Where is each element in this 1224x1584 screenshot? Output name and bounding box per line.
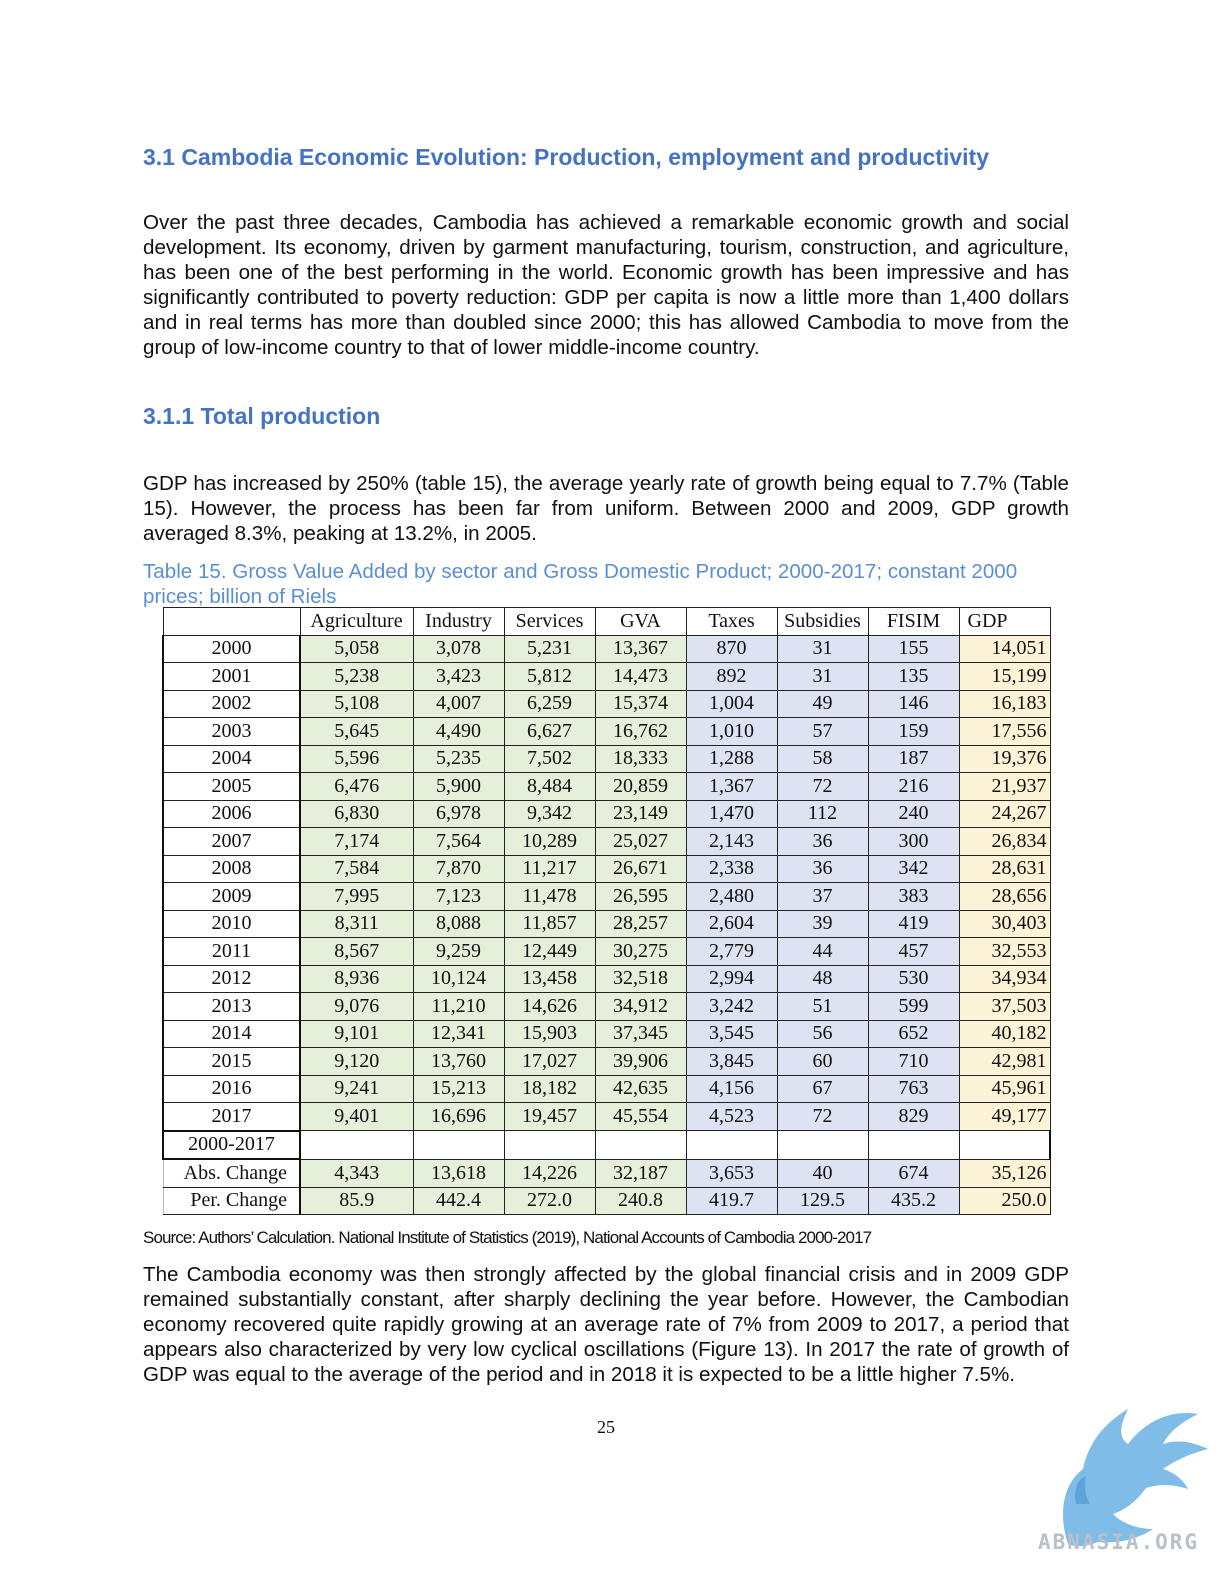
cell-services: 14,626 [504, 993, 595, 1021]
cell-gva: 13,367 [595, 635, 686, 663]
cell-agriculture: 85.9 [300, 1187, 413, 1215]
cell-gdp: 17,556 [959, 718, 1050, 746]
cell-industry: 13,760 [413, 1048, 504, 1076]
cell-subsidies: 51 [777, 993, 868, 1021]
cell-agriculture: 9,401 [300, 1103, 413, 1131]
cell-gdp: 26,834 [959, 828, 1050, 856]
header-blank [163, 608, 300, 636]
cell-gva: 16,762 [595, 718, 686, 746]
cell-fisim: 674 [868, 1159, 959, 1187]
table-caption: Table 15. Gross Value Added by sector and Gross Domestic Product; 2000-2017; constant 2000 prices; billion of Riels [143, 560, 1018, 608]
cell-subsidies: 112 [777, 800, 868, 828]
cell-taxes: 1,367 [686, 773, 777, 801]
cell-services: 15,903 [504, 1020, 595, 1048]
cell-agriculture: 5,645 [300, 718, 413, 746]
table-row [163, 800, 1050, 828]
cell-industry: 3,078 [413, 635, 504, 663]
cell-industry: 16,696 [413, 1103, 504, 1131]
table-row [163, 910, 1050, 938]
cell-gdp: 16,183 [959, 690, 1050, 718]
cell-gva: 26,595 [595, 883, 686, 911]
empty-cell [686, 1131, 777, 1160]
watermark-text: ABNASIA.ORG [1038, 1530, 1200, 1554]
cell-industry: 7,123 [413, 883, 504, 911]
cell-fisim: 135 [868, 663, 959, 691]
cell-services: 8,484 [504, 773, 595, 801]
cell-year: 2011 [163, 938, 300, 966]
table-row [163, 883, 1050, 911]
cell-year: 2005 [163, 773, 300, 801]
table-row [163, 965, 1050, 993]
cell-subsidies: 56 [777, 1020, 868, 1048]
cell-fisim: 435.2 [868, 1187, 959, 1215]
cell-services: 9,342 [504, 800, 595, 828]
header-gva: GVA [595, 608, 686, 636]
empty-cell [413, 1131, 504, 1160]
cell-taxes: 2,994 [686, 965, 777, 993]
cell-subsidies: 60 [777, 1048, 868, 1076]
header-gdp: GDP [959, 608, 1050, 636]
table-row [163, 663, 1050, 691]
cell-subsidies: 48 [777, 965, 868, 993]
cell-services: 18,182 [504, 1075, 595, 1103]
cell-industry: 7,870 [413, 855, 504, 883]
cell-subsidies: 49 [777, 690, 868, 718]
cell-taxes: 3,845 [686, 1048, 777, 1076]
cell-subsidies: 58 [777, 745, 868, 773]
cell-taxes: 4,156 [686, 1075, 777, 1103]
table-row [163, 1075, 1050, 1103]
cell-gva: 32,187 [595, 1159, 686, 1187]
cell-year: 2013 [163, 993, 300, 1021]
header-taxes: Taxes [686, 608, 777, 636]
cell-services: 5,812 [504, 663, 595, 691]
cell-fisim: 216 [868, 773, 959, 801]
cell-industry: 5,235 [413, 745, 504, 773]
cell-taxes: 870 [686, 635, 777, 663]
cell-subsidies: 37 [777, 883, 868, 911]
cell-taxes: 2,143 [686, 828, 777, 856]
cell-gva: 37,345 [595, 1020, 686, 1048]
empty-cell [959, 1131, 1050, 1160]
header-industry: Industry [413, 608, 504, 636]
header-services: Services [504, 608, 595, 636]
cell-fisim: 383 [868, 883, 959, 911]
cell-taxes: 2,779 [686, 938, 777, 966]
empty-cell [777, 1131, 868, 1160]
header-subsidies: Subsidies [777, 608, 868, 636]
cell-services: 6,259 [504, 690, 595, 718]
empty-cell [595, 1131, 686, 1160]
cell-agriculture: 9,120 [300, 1048, 413, 1076]
cell-services: 14,226 [504, 1159, 595, 1187]
table-row [163, 773, 1050, 801]
cell-industry: 10,124 [413, 965, 504, 993]
cell-year: 2002 [163, 690, 300, 718]
cell-year: 2001 [163, 663, 300, 691]
cell-year: 2016 [163, 1075, 300, 1103]
cell-fisim: 159 [868, 718, 959, 746]
change-label: Per. Change [163, 1187, 300, 1215]
cell-services: 11,217 [504, 855, 595, 883]
cell-services: 19,457 [504, 1103, 595, 1131]
cell-industry: 11,210 [413, 993, 504, 1021]
cell-year: 2015 [163, 1048, 300, 1076]
cell-year: 2003 [163, 718, 300, 746]
cell-year: 2012 [163, 965, 300, 993]
cell-gva: 20,859 [595, 773, 686, 801]
cell-fisim: 300 [868, 828, 959, 856]
table-header-row [163, 608, 1050, 636]
cell-fisim: 419 [868, 910, 959, 938]
cell-year: 2017 [163, 1103, 300, 1131]
cell-agriculture: 6,476 [300, 773, 413, 801]
cell-industry: 8,088 [413, 910, 504, 938]
cell-services: 11,478 [504, 883, 595, 911]
cell-gdp: 19,376 [959, 745, 1050, 773]
cell-fisim: 763 [868, 1075, 959, 1103]
header-fisim: FISIM [868, 608, 959, 636]
cell-gdp: 45,961 [959, 1075, 1050, 1103]
table-row [163, 745, 1050, 773]
cell-gdp: 28,656 [959, 883, 1050, 911]
cell-fisim: 146 [868, 690, 959, 718]
cell-year: 2004 [163, 745, 300, 773]
cell-industry: 13,618 [413, 1159, 504, 1187]
period-row [163, 1131, 1050, 1160]
abs-change-row [163, 1159, 1050, 1187]
cell-subsidies: 40 [777, 1159, 868, 1187]
table-row [163, 993, 1050, 1021]
cell-taxes: 419.7 [686, 1187, 777, 1215]
cell-industry: 4,490 [413, 718, 504, 746]
cell-agriculture: 6,830 [300, 800, 413, 828]
cell-fisim: 240 [868, 800, 959, 828]
cell-year: 2014 [163, 1020, 300, 1048]
cell-agriculture: 9,241 [300, 1075, 413, 1103]
cell-taxes: 1,004 [686, 690, 777, 718]
cell-services: 11,857 [504, 910, 595, 938]
table-row [163, 635, 1050, 663]
production-paragraph: GDP has increased by 250% (table 15), the average yearly rate of growth being equal to 7.7% (Table 15). However, the process has been far from uniform. Between 2000 and 2009, GDP growth averaged 8.3%, peaking at 13.2%, in 2005. [143, 472, 1069, 545]
cell-industry: 442.4 [413, 1187, 504, 1215]
cell-gva: 26,671 [595, 855, 686, 883]
cell-gdp: 42,981 [959, 1048, 1050, 1076]
cell-taxes: 2,338 [686, 855, 777, 883]
cell-year: 2009 [163, 883, 300, 911]
cell-gdp: 28,631 [959, 855, 1050, 883]
cell-gva: 34,912 [595, 993, 686, 1021]
cell-year: 2010 [163, 910, 300, 938]
cell-agriculture: 8,936 [300, 965, 413, 993]
cell-agriculture: 7,584 [300, 855, 413, 883]
cell-gdp: 14,051 [959, 635, 1050, 663]
cell-taxes: 2,604 [686, 910, 777, 938]
cell-agriculture: 7,995 [300, 883, 413, 911]
cell-taxes: 2,480 [686, 883, 777, 911]
header-agriculture: Agriculture [300, 608, 413, 636]
per-change-row [163, 1187, 1050, 1215]
cell-subsidies: 72 [777, 773, 868, 801]
cell-gdp: 40,182 [959, 1020, 1050, 1048]
cell-agriculture: 4,343 [300, 1159, 413, 1187]
cell-fisim: 530 [868, 965, 959, 993]
cell-industry: 4,007 [413, 690, 504, 718]
cell-services: 17,027 [504, 1048, 595, 1076]
cell-agriculture: 9,101 [300, 1020, 413, 1048]
cell-gdp: 32,553 [959, 938, 1050, 966]
cell-taxes: 4,523 [686, 1103, 777, 1131]
empty-cell [300, 1131, 413, 1160]
period-label: 2000-2017 [163, 1131, 300, 1160]
crisis-paragraph: The Cambodia economy was then strongly affected by the global financial crisis and in 2009 GDP remained substantially constant, after sharply declining the year before. However, the Cambodian economy recovered quite rapidly growing at an average rate of 7% from 2009 to 2017, a period that appears also characterized by very low cyclical oscillations (Figure 13). In 2017 the rate of growth of GDP was equal to the average of the period and in 2018 it is expected to be a little higher 7.5%. [143, 1263, 1069, 1386]
cell-services: 12,449 [504, 938, 595, 966]
cell-subsidies: 39 [777, 910, 868, 938]
table-row [163, 1020, 1050, 1048]
cell-gva: 14,473 [595, 663, 686, 691]
empty-cell [504, 1131, 595, 1160]
cell-taxes: 1,288 [686, 745, 777, 773]
cell-gdp: 24,267 [959, 800, 1050, 828]
cell-agriculture: 8,311 [300, 910, 413, 938]
cell-fisim: 457 [868, 938, 959, 966]
cell-gdp: 37,503 [959, 993, 1050, 1021]
cell-agriculture: 5,108 [300, 690, 413, 718]
cell-gdp: 15,199 [959, 663, 1050, 691]
cell-fisim: 652 [868, 1020, 959, 1048]
cell-gdp: 34,934 [959, 965, 1050, 993]
cell-fisim: 829 [868, 1103, 959, 1131]
cell-gva: 45,554 [595, 1103, 686, 1131]
table-row [163, 855, 1050, 883]
cell-subsidies: 36 [777, 855, 868, 883]
cell-gva: 15,374 [595, 690, 686, 718]
cell-year: 2008 [163, 855, 300, 883]
cell-taxes: 892 [686, 663, 777, 691]
table-row [163, 690, 1050, 718]
cell-subsidies: 31 [777, 663, 868, 691]
cell-services: 10,289 [504, 828, 595, 856]
cell-year: 2006 [163, 800, 300, 828]
cell-gva: 28,257 [595, 910, 686, 938]
cell-agriculture: 8,567 [300, 938, 413, 966]
cell-gva: 39,906 [595, 1048, 686, 1076]
cell-gva: 30,275 [595, 938, 686, 966]
cell-gva: 18,333 [595, 745, 686, 773]
cell-gdp: 35,126 [959, 1159, 1050, 1187]
cell-fisim: 599 [868, 993, 959, 1021]
cell-agriculture: 5,058 [300, 635, 413, 663]
cell-fisim: 342 [868, 855, 959, 883]
cell-gdp: 21,937 [959, 773, 1050, 801]
cell-industry: 5,900 [413, 773, 504, 801]
cell-industry: 6,978 [413, 800, 504, 828]
cell-gva: 240.8 [595, 1187, 686, 1215]
table-row [163, 718, 1050, 746]
table-source: Source: Authors’ Calculation. National Institute of Statistics (2019), National Accounts of Cambodia 2000-2017 [143, 1228, 872, 1247]
cell-subsidies: 44 [777, 938, 868, 966]
table-row [163, 938, 1050, 966]
cell-agriculture: 9,076 [300, 993, 413, 1021]
cell-fisim: 155 [868, 635, 959, 663]
cell-agriculture: 5,596 [300, 745, 413, 773]
cell-taxes: 1,470 [686, 800, 777, 828]
cell-gva: 42,635 [595, 1075, 686, 1103]
cell-services: 272.0 [504, 1187, 595, 1215]
cell-subsidies: 67 [777, 1075, 868, 1103]
cell-fisim: 187 [868, 745, 959, 773]
table-row [163, 1103, 1050, 1131]
cell-fisim: 710 [868, 1048, 959, 1076]
cell-year: 2007 [163, 828, 300, 856]
cell-subsidies: 36 [777, 828, 868, 856]
cell-industry: 15,213 [413, 1075, 504, 1103]
cell-services: 6,627 [504, 718, 595, 746]
section-heading: 3.1 Cambodia Economic Evolution: Production, employment and productivity [143, 144, 989, 170]
intro-paragraph: Over the past three decades, Cambodia has achieved a remarkable economic growth and social development. Its economy, driven by garment manufacturing, tourism, construction, and agriculture, has been one of the best performing in the world. Economic growth has been impressive and has significantly contributed to poverty reduction: GDP per capita is now a little more than 1,400 dollars and in real terms has more than doubled since 2000; this has allowed Cambodia to move from the group of low-income country to that of lower middle-income country. [143, 211, 1069, 359]
cell-gva: 25,027 [595, 828, 686, 856]
subsection-heading: 3.1.1 Total production [143, 403, 381, 429]
cell-industry: 7,564 [413, 828, 504, 856]
gva-table [162, 607, 1051, 1215]
empty-cell [868, 1131, 959, 1160]
cell-industry: 12,341 [413, 1020, 504, 1048]
cell-taxes: 3,545 [686, 1020, 777, 1048]
cell-services: 5,231 [504, 635, 595, 663]
cell-services: 7,502 [504, 745, 595, 773]
cell-subsidies: 31 [777, 635, 868, 663]
cell-year: 2000 [163, 635, 300, 663]
cell-gdp: 30,403 [959, 910, 1050, 938]
cell-taxes: 1,010 [686, 718, 777, 746]
cell-gdp: 49,177 [959, 1103, 1050, 1131]
table-row [163, 1048, 1050, 1076]
cell-taxes: 3,242 [686, 993, 777, 1021]
cell-industry: 9,259 [413, 938, 504, 966]
cell-subsidies: 57 [777, 718, 868, 746]
cell-subsidies: 129.5 [777, 1187, 868, 1215]
cell-subsidies: 72 [777, 1103, 868, 1131]
cell-services: 13,458 [504, 965, 595, 993]
cell-gdp: 250.0 [959, 1187, 1050, 1215]
cell-industry: 3,423 [413, 663, 504, 691]
cell-gva: 32,518 [595, 965, 686, 993]
cell-agriculture: 5,238 [300, 663, 413, 691]
cell-taxes: 3,653 [686, 1159, 777, 1187]
change-label: Abs. Change [163, 1159, 300, 1187]
page-number: 25 [597, 1417, 615, 1437]
cell-agriculture: 7,174 [300, 828, 413, 856]
cell-gva: 23,149 [595, 800, 686, 828]
table-row [163, 828, 1050, 856]
